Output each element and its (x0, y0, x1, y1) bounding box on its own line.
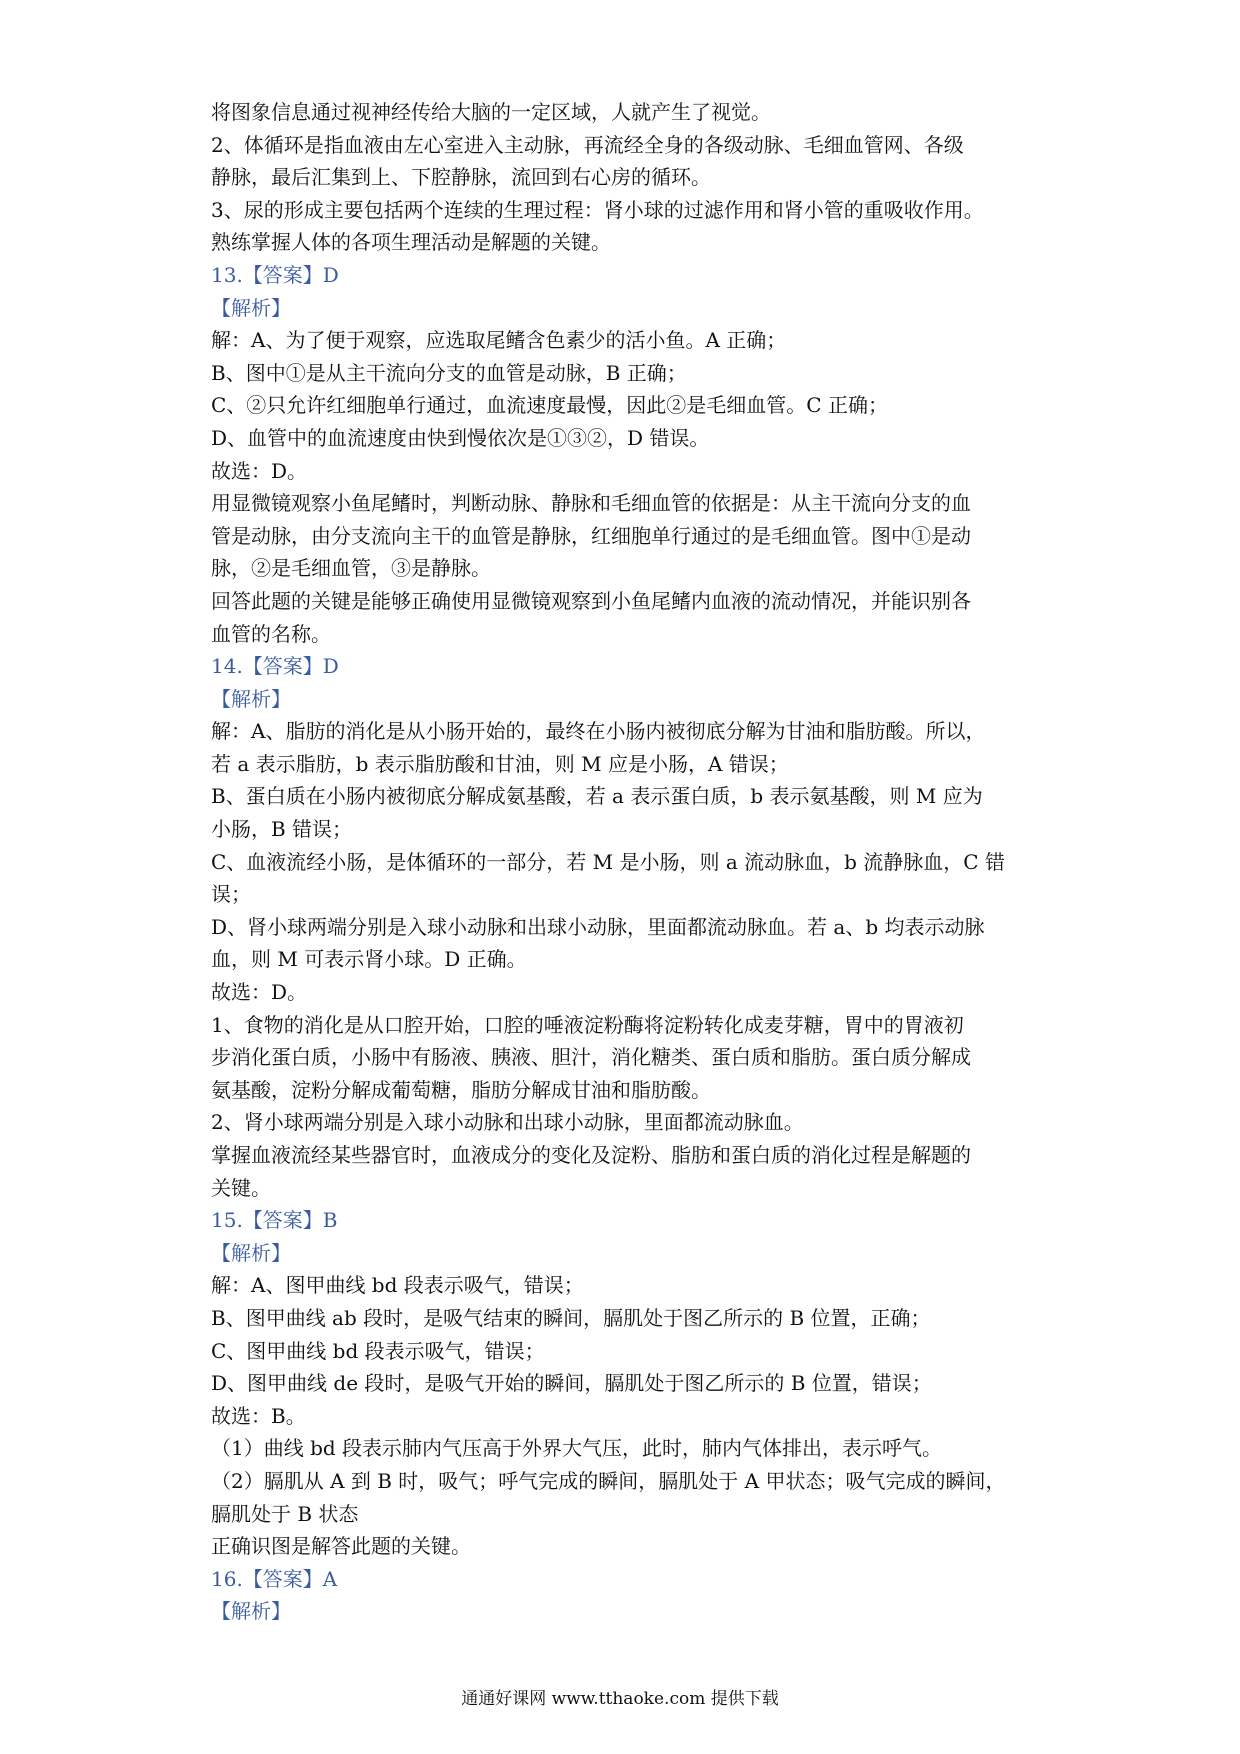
text-line: 步消化蛋白质，小肠中有肠液、胰液、胆汁，消化糖类、蛋白质和脂肪。蛋白质分解成 (211, 1045, 971, 1070)
page-footer: 通通好课网 www.tthaoke.com 提供下载 (461, 1689, 779, 1709)
text-line: D、血管中的血流速度由快到慢依次是①③②，D 错误。 (211, 425, 710, 450)
text-line: （1）曲线 bd 段表示肺内气压高于外界大气压，此时，肺内气体排出，表示呼气。 (211, 1436, 943, 1461)
text-line: 3、尿的形成主要包括两个连续的生理过程：肾小球的过滤作用和肾小管的重吸收作用。 (211, 197, 984, 222)
text-line: 14.【答案】D (211, 654, 339, 679)
text-line: 掌握血液流经某些器官时，血液成分的变化及淀粉、脂肪和蛋白质的消化过程是解题的 (211, 1143, 971, 1167)
text-line: 膈肌处于 B 状态 (211, 1501, 359, 1526)
text-line: D、图甲曲线 de 段时，是吸气开始的瞬间，膈肌处于图乙所示的 B 位置，错误； (211, 1371, 932, 1396)
text-line: 血，则 M 可表示肾小球。D 正确。 (211, 947, 527, 972)
text-line: 1、食物的消化是从口腔开始，口腔的唾液淀粉酶将淀粉转化成麦芽糖，胃中的胃液初 (211, 1012, 964, 1037)
text-line: C、图甲曲线 bd 段表示吸气，错误； (211, 1338, 545, 1363)
text-line: 脉，②是毛细血管，③是静脉。 (211, 556, 491, 581)
text-line: 小肠，B 错误； (211, 817, 353, 842)
text-line: B、图中①是从主干流向分支的血管是动脉，B 正确； (211, 360, 687, 385)
text-line: 若 a 表示脂肪，b 表示脂肪酸和甘油，则 M 应是小肠，A 错误； (211, 751, 789, 776)
text-line: 用显微镜观察小鱼尾鳍时，判断动脉、静脉和毛细血管的依据是：从主干流向分支的血 (211, 491, 971, 516)
text-line: B、蛋白质在小肠内被彻底分解成氨基酸，若 a 表示蛋白质，b 表示氨基酸，则 M 应为 (211, 784, 983, 809)
text-line: 血管的名称。 (211, 621, 331, 646)
text-line: 16.【答案】A (211, 1566, 338, 1591)
text-line: 氨基酸，淀粉分解成葡萄糖，脂肪分解成甘油和脂肪酸。 (211, 1077, 711, 1102)
text-line: 2、肾小球两端分别是入球小动脉和出球小动脉，里面都流动脉血。 (211, 1110, 804, 1135)
text-line: 熟练掌握人体的各项生理活动是解题的关键。 (211, 230, 611, 255)
text-line: 故选：D。 (211, 980, 308, 1005)
answer-analysis-text (211, 96, 1041, 1628)
text-line: 2、体循环是指血液由左心室进入主动脉，再流经全身的各级动脉、毛细血管网、各级 (211, 132, 964, 157)
text-line: （2）膈肌从 A 到 B 时，吸气；呼气完成的瞬间，膈肌处于 A 甲状态；吸气完成的瞬间， (211, 1468, 1006, 1493)
text-line: 15.【答案】B (211, 1208, 338, 1233)
text-line: 正确识图是解答此题的关键。 (211, 1534, 471, 1559)
text-line: 解：A、图甲曲线 bd 段表示吸气，错误； (211, 1273, 584, 1298)
text-line: 关键。 (211, 1175, 271, 1200)
text-line: D、肾小球两端分别是入球小动脉和出球小动脉，里面都流动脉血。若 a、b 均表示动脉 (211, 914, 985, 939)
text-line: 故选：B。 (211, 1403, 306, 1428)
text-line: 【解析】 (211, 686, 291, 711)
text-line: 管是动脉，由分支流向主干的血管是静脉，红细胞单行通过的是毛细血管。图中①是动 (211, 523, 971, 548)
text-line: C、血液流经小肠，是体循环的一部分，若 M 是小肠，则 a 流动脉血，b 流静脉血，C 错 (211, 849, 1005, 874)
text-line: C、②只允许红细胞单行通过，血流速度最慢，因此②是毛细血管。C 正确； (211, 393, 888, 418)
text-line: 【解析】 (211, 1240, 291, 1265)
text-line: 故选：D。 (211, 458, 308, 483)
text-line: 解：A、为了便于观察，应选取尾鳍含色素少的活小鱼。A 正确； (211, 328, 787, 353)
text-line: B、图甲曲线 ab 段时，是吸气结束的瞬间，膈肌处于图乙所示的 B 位置，正确； (211, 1305, 931, 1330)
text-line: 误； (211, 882, 251, 907)
text-line: 静脉，最后汇集到上、下腔静脉，流回到右心房的循环。 (211, 165, 711, 190)
text-line: 【解析】 (211, 295, 291, 320)
text-line: 【解析】 (211, 1599, 291, 1624)
text-line: 回答此题的关键是能够正确使用显微镜观察到小鱼尾鳍内血液的流动情况，并能识别各 (211, 588, 971, 613)
text-line: 将图象信息通过视神经传给大脑的一定区域，人就产生了视觉。 (211, 100, 771, 124)
text-line: 解：A、脂肪的消化是从小肠开始的，最终在小肠内被彻底分解为甘油和脂肪酸。所以， (211, 719, 986, 744)
text-line: 13.【答案】D (211, 262, 339, 287)
